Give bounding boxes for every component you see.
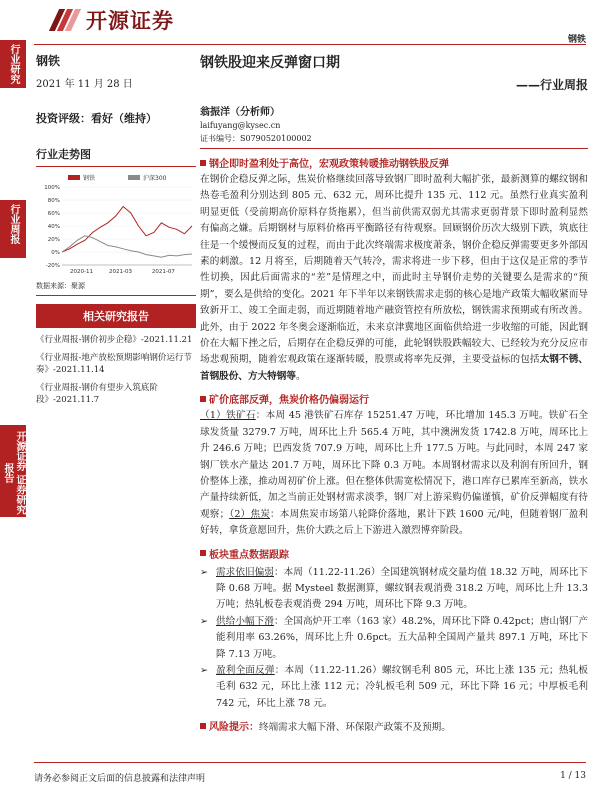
legend-swatch xyxy=(128,175,140,180)
legend-label: 沪深300 xyxy=(143,175,167,182)
main-column xyxy=(200,52,588,733)
x-tick-label: 2021-07 xyxy=(151,269,175,275)
list-item: ➢ 盈利全面反弹：本周（11.22-11.26）螺纹钢毛利 805 元，环比上涨 135 元；热轧板毛利 632 元，环比上涨 112 元；冷轧板毛利 509 元，环比下降 16 元；中厚板毛利 742 元，环比上涨 78 元。 xyxy=(200,663,588,712)
brand-logo xyxy=(52,6,174,34)
trend-title: 行业走势图 xyxy=(36,146,196,167)
y-tick-label: 80% xyxy=(47,198,60,204)
risk-heading: 风险提示： 终端需求大幅下滑、环保限产政策不及预期。 xyxy=(200,718,588,733)
section-heading: 矿价底部反弹，焦炭价格仍偏弱运行 xyxy=(200,391,588,406)
square-bullet-icon xyxy=(200,160,206,166)
page-footer xyxy=(34,762,586,784)
section-heading: 板块重点数据跟踪 xyxy=(200,546,588,561)
data-tracking-list xyxy=(200,565,588,713)
related-report-text: 《行业周报-地产放松预期影响钢价运行节奏》 xyxy=(36,353,192,375)
page-number: 1 / 13 xyxy=(560,771,586,781)
header-divider xyxy=(34,44,586,45)
related-report-item[interactable] xyxy=(36,334,196,346)
trend-chart-svg xyxy=(36,171,196,279)
analyst-email[interactable]: laifuyang@kysec.cn xyxy=(200,121,281,130)
brand-name: 开源证券 xyxy=(86,9,174,33)
x-tick-label: 2021-03 xyxy=(109,269,132,275)
list-item: ➢ 供给小幅下滑：全国高炉开工率（163 家）48.2%，周环比下降 0.42pct；唐山钢厂产能利用率 63.26%，周环比上升 0.6pct。五大品种全国周产量共 897.1 万吨，环比下降 7.13 万吨。 xyxy=(200,614,588,663)
side-strip-industry-research: 行业研究 xyxy=(0,40,26,88)
square-bullet-icon xyxy=(200,550,206,556)
left-column xyxy=(36,52,196,406)
industry-label: 钢铁 xyxy=(36,54,61,68)
report-subtitle: ——行业周报 xyxy=(515,78,588,92)
analyst-name: 翁振洋（分析师） xyxy=(200,107,280,118)
investment-rating: 投资评级：看好（维持） xyxy=(36,112,157,125)
y-tick-label: 0% xyxy=(51,250,60,256)
arrow-bullet-icon: ➢ xyxy=(200,615,209,627)
related-report-date: -2021.11.21 xyxy=(140,335,193,345)
report-date: 2021 年 11 月 28 日 xyxy=(36,79,133,90)
author-divider xyxy=(200,148,588,149)
y-tick-label: -20% xyxy=(45,263,60,269)
related-report-item[interactable] xyxy=(36,382,196,406)
related-report-text: 《行业周报-钢价有望步入筑底阶段》 xyxy=(36,383,158,405)
related-report-date: -2021.11.7 xyxy=(53,395,100,405)
legend-label: 钢铁 xyxy=(83,175,96,182)
related-report-text: 《行业周报-钢价初步企稳》 xyxy=(36,335,141,345)
y-tick-label: 20% xyxy=(47,237,60,243)
related-reports-title: 相关研究报告 xyxy=(36,304,196,328)
section-paragraph: （1）铁矿石：本周 45 港铁矿石库存 15251.47 万吨，环比增加 145.3 万吨。铁矿石全球发货量 3279.7 万吨，周环比上升 565.4 万吨，其中澳洲发货 1742.8 万吨，周环比上升 246.6 万吨；巴西发货 707.9 万吨，周环比上升 177.5 万吨。与此同时，本周 247 家钢厂铁水产量达 201.7 万吨，周环比下降 0.3 万吨。本周钢材需求以及利润有所回升，钢价整体上涨，推动周初矿价上涨。但在整体供需宽松情况下，港口库存已累库至新高，铁水产量持续新低，加之当前正处钢材需求淡季，钢厂对上游采购仍偏谨慎，矿价反弹幅度有待观察；（2）焦炭：本周焦炭市场第八轮降价落地，累计下跌 1600 元/吨，但随着钢厂盈利好转，拿货意愿回升，焦价大跌之后上下游进入激烈博弈阶段。 xyxy=(200,410,589,537)
related-report-date: -2021.11.14 xyxy=(53,365,105,375)
y-tick-label: 60% xyxy=(47,211,60,217)
list-item: ➢ 需求依旧偏弱：本周（11.22-11.26）全国建筑钢材成交量均值 18.32 万吨，周环比下降 0.68 万吨。据 Mysteel 数据测算，螺纹钢表观消费 318.2 万吨，周环比上升 13.3 万吨；热轧板卷表观消费 294 万吨，周环比下降 9.3 万吨。 xyxy=(200,565,588,614)
arrow-bullet-icon: ➢ xyxy=(200,664,209,676)
section-heading: 钢企即时盈利处于高位，宏观政策转暖推动钢铁股反弹 xyxy=(200,155,588,170)
square-bullet-icon xyxy=(200,396,206,402)
related-report-item[interactable] xyxy=(36,352,196,376)
header-tag: 钢铁 xyxy=(567,35,586,45)
x-tick-label: 2020-11 xyxy=(70,269,93,275)
y-tick-label: 100% xyxy=(44,185,60,191)
section-paragraph: 在钢价企稳反弹之际，焦炭价格继续回落导致钢厂即时盈利大幅扩张，最新测算的螺纹钢和热卷毛盈利分别达到 805 元、632 元，周环比提升 135 元、112 元。虽然行业真实盈利明显更低（受前期高价原料存货拖累），但当前供需双弱尤其需求更弱背景下即时盈利显然有偏高之嫌。后期钢材与原料价格再平衡路径有待观察。回顾钢价历次大级别下跌，筑底往往是一个缓慢而反复的过程，而由于此次终端需求极度萧条，钢价企稳反弹需要更多外部因素的刺激。12 月将至，后期随着天气转冷，需求将进一步下移，但由于这仅是正常的季节性切换，因此后面需求的“差”是情理之中，而此时主导钢价走势的关键要么是需求的“预期”，要么是供给的变化。2021 年下半年以来钢铁需求走弱的核心是地产政策大幅收紧而导致新开工、竣工全面走弱，而近期随着地产融资管控有所放松，钢铁需求预期或有所改善。此外，由于 2022 年冬奥会逐渐临近，未来京津冀地区面临供给进一步收缩的可能，因此钢价在大幅下挫之后，后期存在企稳反弹的可能，此轮钢铁股跌幅较大、已经较为充分反应市场悲观预期，随着宏观政策在逐渐转暖，股票或将率先反弹，主要受益标的包括太钢不锈、首钢股份、方大特钢等。 xyxy=(200,174,589,382)
side-strip-weekly: 行业周报 xyxy=(0,200,26,258)
legend-swatch xyxy=(68,175,80,180)
beneficiary-stocks: 太钢不锈、首钢股份、方大特钢等 xyxy=(200,354,589,382)
brand-mark-icon xyxy=(52,7,80,33)
series-line-steel xyxy=(62,207,192,253)
trend-chart xyxy=(36,171,196,279)
footer-disclaimer: 请务必参阅正文后面的信息披露和法律声明 xyxy=(34,774,206,784)
report-title: 钢铁股迎来反弹窗口期 xyxy=(200,55,340,71)
arrow-bullet-icon: ➢ xyxy=(200,566,209,578)
side-strip-securities-report: 开源证券 证券研究报告 xyxy=(0,425,26,517)
risk-text: 终端需求大幅下滑、环保限产政策不及预期。 xyxy=(259,721,451,733)
chart-source: 数据来源：聚源 xyxy=(36,281,196,296)
square-bullet-icon xyxy=(200,723,206,729)
analyst-cert: 证书编号：S0790520100002 xyxy=(200,134,312,143)
y-tick-label: 40% xyxy=(47,224,60,230)
